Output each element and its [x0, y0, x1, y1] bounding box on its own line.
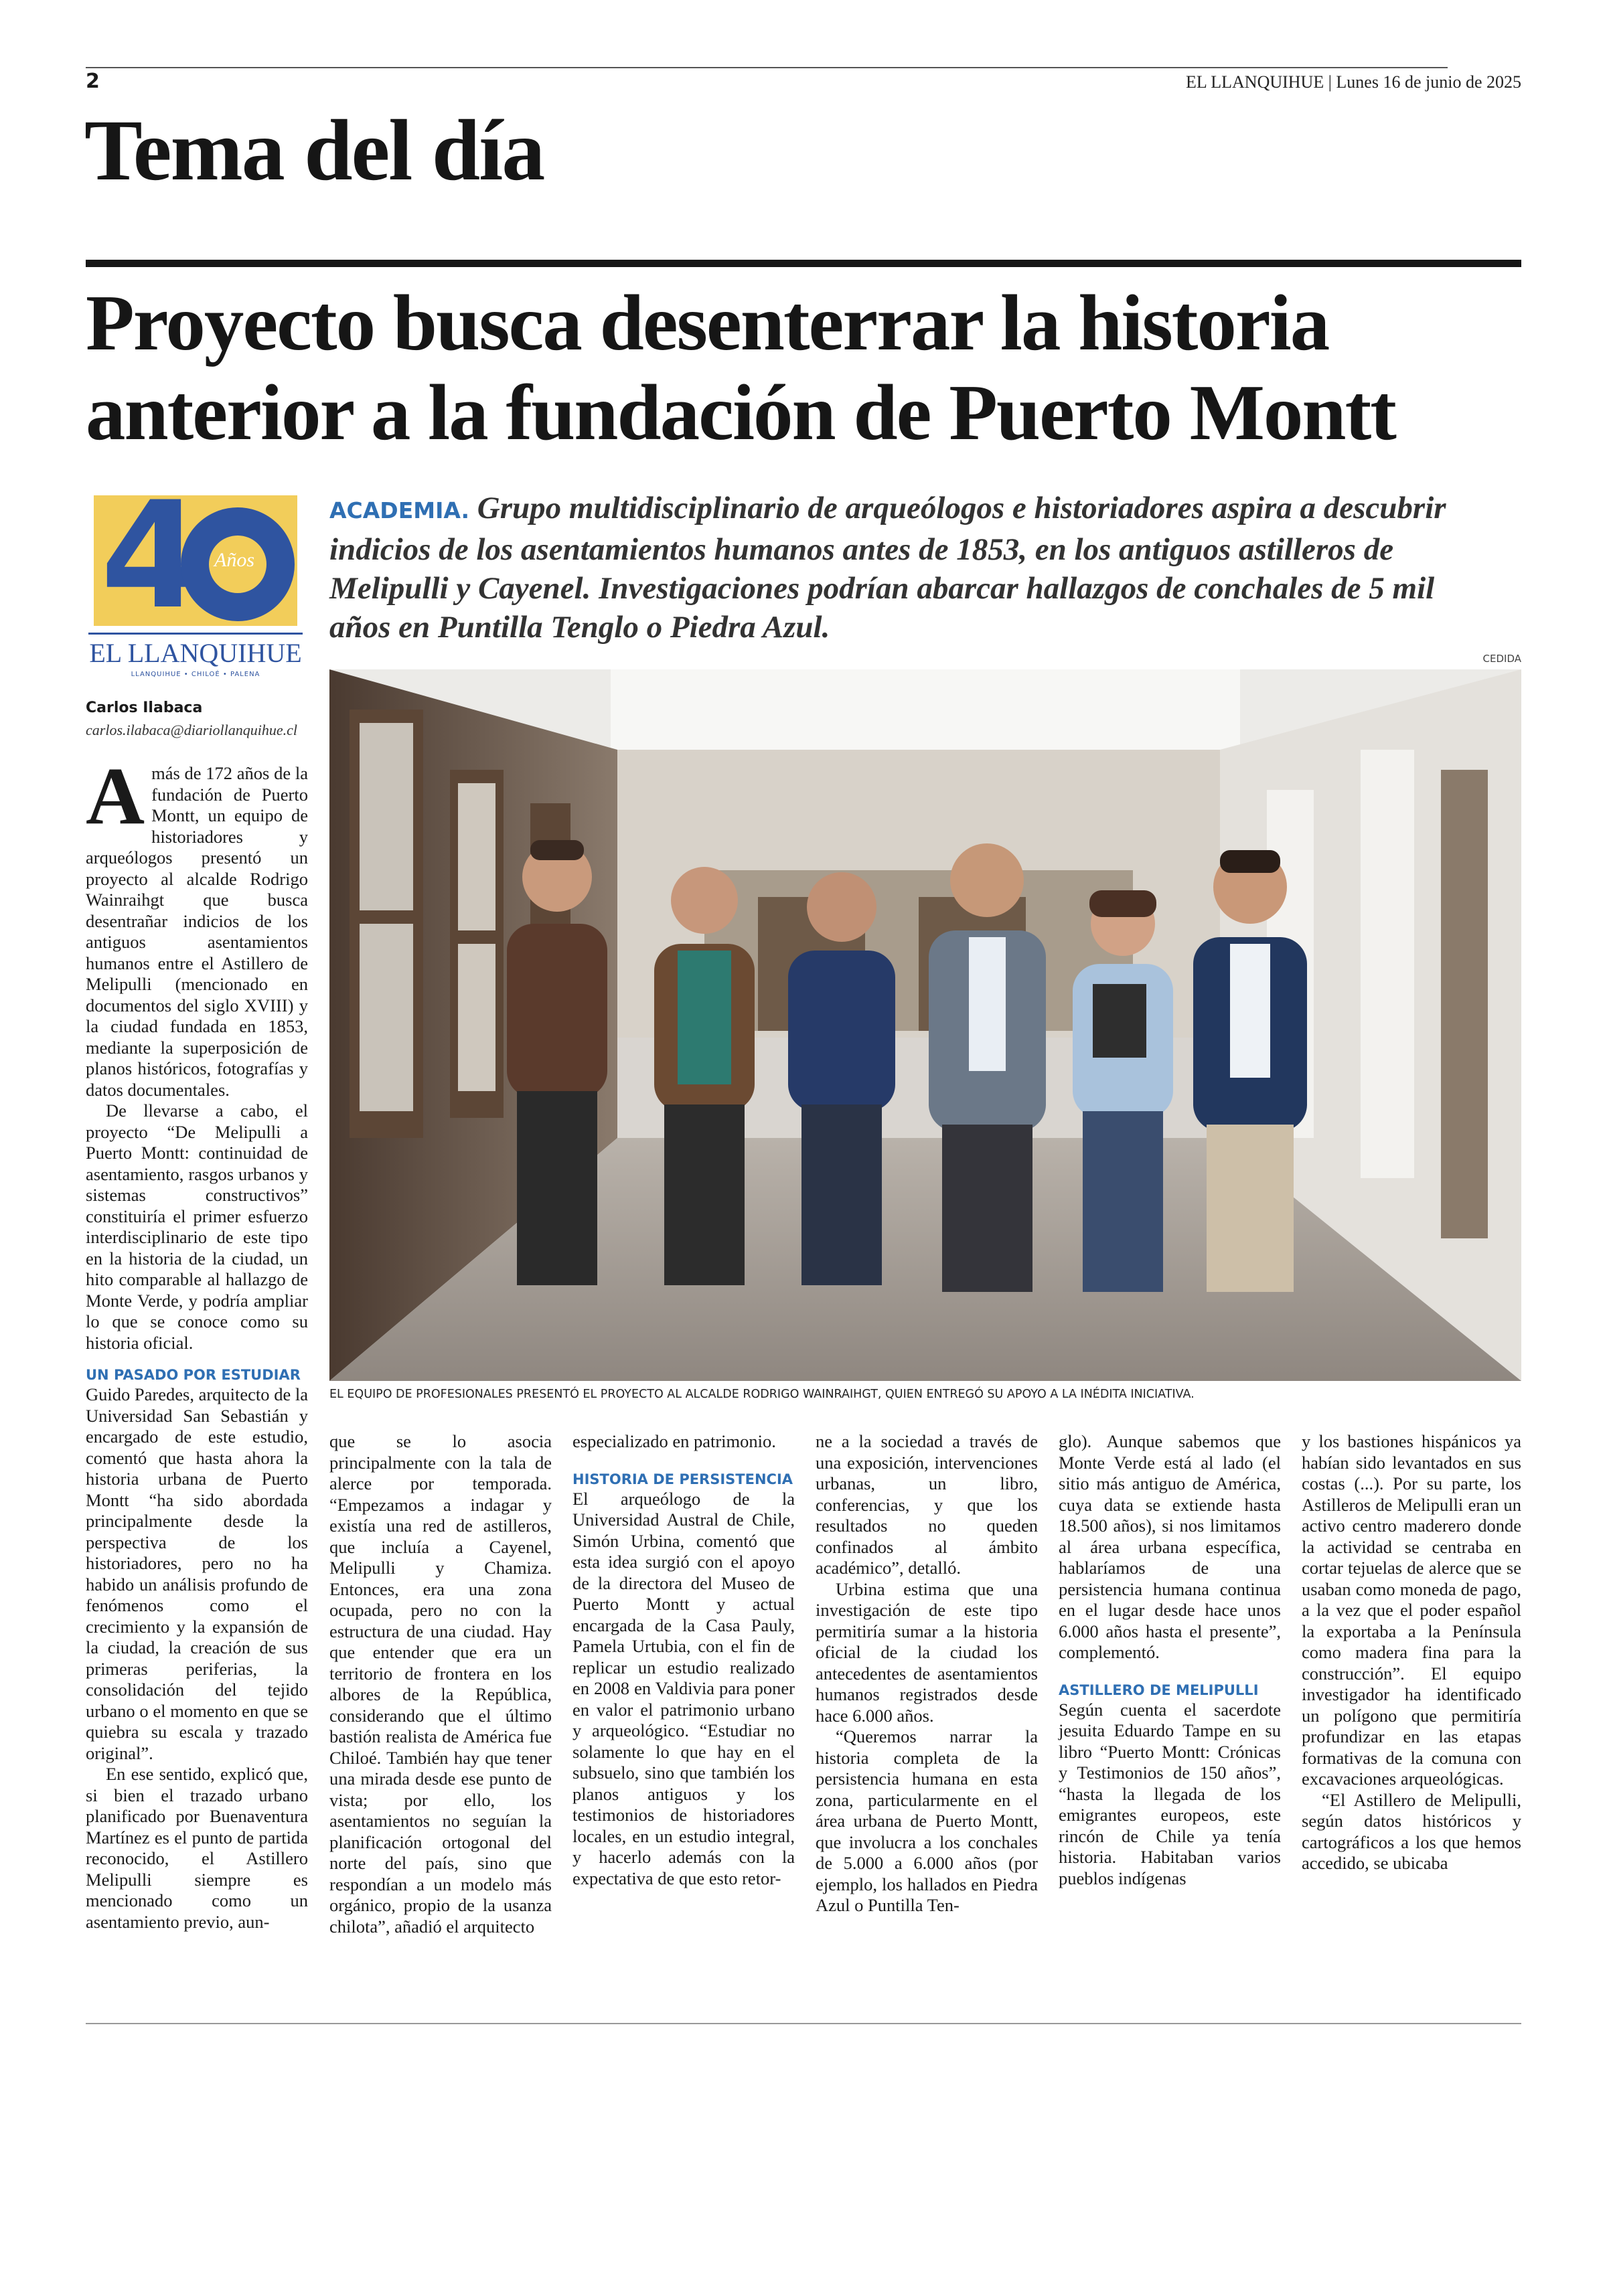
drop-cap: A [86, 751, 145, 841]
c2-paragraph-1: que se lo asocia principalmente con la tala de alerce por temporada. “Empezamos a indagar y existía una red de astilleros, que incluía a Cayenel, Melipulli y Chamiza. Entonces, era una zona ocupada, pero no con la estructura de una ciudad. Hay que entender que era un territorio de frontera en los albores de la República, considerando que el último bastión realista de América fue Chiloé. También hay que tener una mirada desde ese punto de vista; por ello, los asentamientos no seguían la planificación ortogonal del norte del país, sino que respondían a un modelo más orgánico, propio de la usanza chilota”, añadió el arquitecto [329, 1431, 552, 1937]
column-5 [1059, 1431, 1281, 1914]
author-name: Carlos Ilabaca [86, 700, 203, 716]
paper-date: EL LLANQUIHUE | Lunes 16 de junio de 2025 [1185, 72, 1521, 92]
logo-number: 4 [100, 470, 204, 641]
author-email: carlos.ilabaca@diariollanquihue.cl [86, 722, 297, 738]
lead-kicker: ACADEMIA. [329, 497, 470, 523]
c3-paragraph-2: El arqueólogo de la Universidad Austral de Chile, Simón Urbina, comentó que esta idea surgió con el apoyo de la directora del Museo de Puerto Montt y actual encargada de la Casa Pauly, Pamela Urtubia, con el fin de replicar un estudio realizado en 2008 en Valdivia para poner en valor el patrimonio urbano y arqueológico. “Estudiar no solamente lo que hay en el subsuelo, sino que también los planos antiguos y los testimonios de historiadores locales, en un estudio integral, y hacerlo además con la expectativa de que esto retor- [572, 1488, 795, 1888]
group-photo-illustration [329, 669, 1521, 1381]
subhead-un-pasado: UN PASADO POR ESTUDIAR [86, 1367, 301, 1383]
intro-paragraph-2: De llevarse a cabo, el proyecto “De Melipulli a Puerto Montt: continuidad de asentamiento, rasgos urbanos y sistemas constructivos” constituiría el primer esfuerzo interdisciplinario de este tipo en la historia de la ciudad, un hito comparable al hallazgo de Monte Verde, y podría ampliar lo que se conoce como su historia oficial. [86, 1100, 308, 1353]
intro-paragraph-1 [86, 751, 308, 1100]
photo-credit: CEDIDA [1482, 653, 1521, 665]
c5-paragraph-2: Según cuenta el sacerdote jesuita Eduardo Tampe en su libro “Puerto Montt: Crónicas y Testimonios de 150 años”, “hasta la llegada de los emigrantes europeos, este rincón de Chile ya tenía historia. Habitaban varios pueblos indígenas [1059, 1699, 1281, 1888]
c4-paragraph-3: “Queremos narrar la historia completa de la persistencia humana en esta zona, particularmente en el área urbana de Puerto Montt, que involucra a los conchales de 5.000 a 6.000 años (por ejemplo, los hallados en Piedra Azul o Puntilla Ten- [816, 1726, 1038, 1915]
c1-paragraph-1: Guido Paredes, arquitecto de la Universidad San Sebastián y encargado de este estudio, comentó que hasta ahora la historia urbana de Puerto Montt “ha sido abordada principalmente desde la perspectiva de los historiadores, pero no ha habido un análisis profundo de fenómenos como el crecimiento y la expansión de la ciudad, la creación de sus primeras periferias, la consolidación del tejido urbano o el momento en que se quiebra su escala y trazado original”. [86, 1384, 308, 1763]
subhead-astillero: ASTILLERO DE MELIPULLI [1059, 1682, 1259, 1698]
logo-name: EL LLANQUIHUE [88, 633, 303, 669]
logo-anos: Años [214, 549, 254, 571]
page-number: 2 [86, 70, 100, 93]
section-rule [86, 260, 1521, 267]
lead-paragraph [329, 489, 1454, 647]
column-intro [86, 751, 308, 1353]
column-1 [86, 1366, 308, 1932]
c6-paragraph-2: “El Astillero de Melipulli, según datos históricos y cartográficos a los que hemos accedido, se ubicaba [1302, 1789, 1521, 1873]
c4-paragraph-1: ne a la sociedad a través de una exposición, intervenciones urbanas, un libro, conferencias, y que los resultados no queden confinados al ámbito académico”, detalló. [816, 1431, 1038, 1578]
c1-paragraph-2: En ese sentido, explicó que, si bien el trazado urbano planificado por Buenaventura Martínez es el punto de partida reconocido, el Astillero Melipulli siempre es mencionado como un asentamiento previo, aun- [86, 1764, 308, 1932]
c4-paragraph-2: Urbina estima que una investigación de este tipo permitiría sumar a la historia oficial de la ciudad los antecedentes de asentamientos humanos registrados desde hace 6.000 años. [816, 1578, 1038, 1726]
column-4 [816, 1431, 1038, 1914]
bottom-rule [86, 2023, 1521, 2024]
intro-text-1: más de 172 años de la fundación de Puerto Montt, un equipo de historiadores y arqueólogos presentó un proyecto al alcalde Rodrigo Wainraihgt que busca desentrañar indicios de los antiguos asentamientos humanos entre el Astillero de Melipulli (mencionado en documentos del siglo XVIII) y la ciudad fundada en 1853, mediante la superposición de planos históricos, fotografías y datos documentales. [86, 763, 308, 1100]
lead-text: Grupo multidisciplinario de arqueólogos e historiadores aspira a descubrir indicios de los asentamientos humanos antes de 1853, en los antiguos astilleros de Melipulli y Cayenel. Investigaciones podrían abarcar hallazgos de conchales de 5 mil años en Puntilla Tenglo o Piedra Azul. [329, 491, 1446, 645]
section-title: Tema del día [84, 102, 544, 199]
logo-40-badge [94, 470, 297, 641]
anniversary-logo [88, 470, 303, 686]
headline: Proyecto busca desenterrar la historia anterior a la fundación de Puerto Montt [86, 278, 1395, 457]
top-rule [86, 67, 1448, 68]
column-2 [329, 1431, 552, 1937]
column-3 [572, 1431, 795, 1914]
c6-paragraph-1: y los bastiones hispánicos ya habían sido levantados en sus costas (...). Por su parte, los Astilleros de Melipulli eran un activo centro maderero donde la actividad se centraba en cortar tejuelas de alerce que se usaban como moneda de pago, a la vez que el poder español la exportaba a la Península como madera fina para la construcción”. El equipo investigador ha identificado un polígono que permitiría profundizar en las etapas formativas de la comuna con excavaciones arqueológicas. [1302, 1431, 1521, 1789]
c3-paragraph-1: especializado en patrimonio. [572, 1431, 776, 1451]
column-6 [1302, 1431, 1521, 1914]
logo-tagline: LLANQUIHUE • CHILOÉ • PALENA [131, 671, 260, 678]
photo-caption: EL EQUIPO DE PROFESIONALES PRESENTÓ EL PROYECTO AL ALCALDE RODRIGO WAINRAIHGT, QUIEN ENTREGÓ SU APOYO A LA INÉDITA INICIATIVA. [329, 1388, 1195, 1401]
c5-paragraph-1: glo). Aunque sabemos que Monte Verde está al lado (el sitio más antiguo de América, cuya data se extiende hasta 18.500 años), si nos limitamos al área urbana específica, hablaríamos de una persistencia humana continua en el lugar desde hace unos 6.000 años hasta el presente”, complementó. [1059, 1431, 1281, 1662]
subhead-historia: HISTORIA DE PERSISTENCIA [572, 1471, 793, 1487]
group-photo [329, 669, 1521, 1381]
